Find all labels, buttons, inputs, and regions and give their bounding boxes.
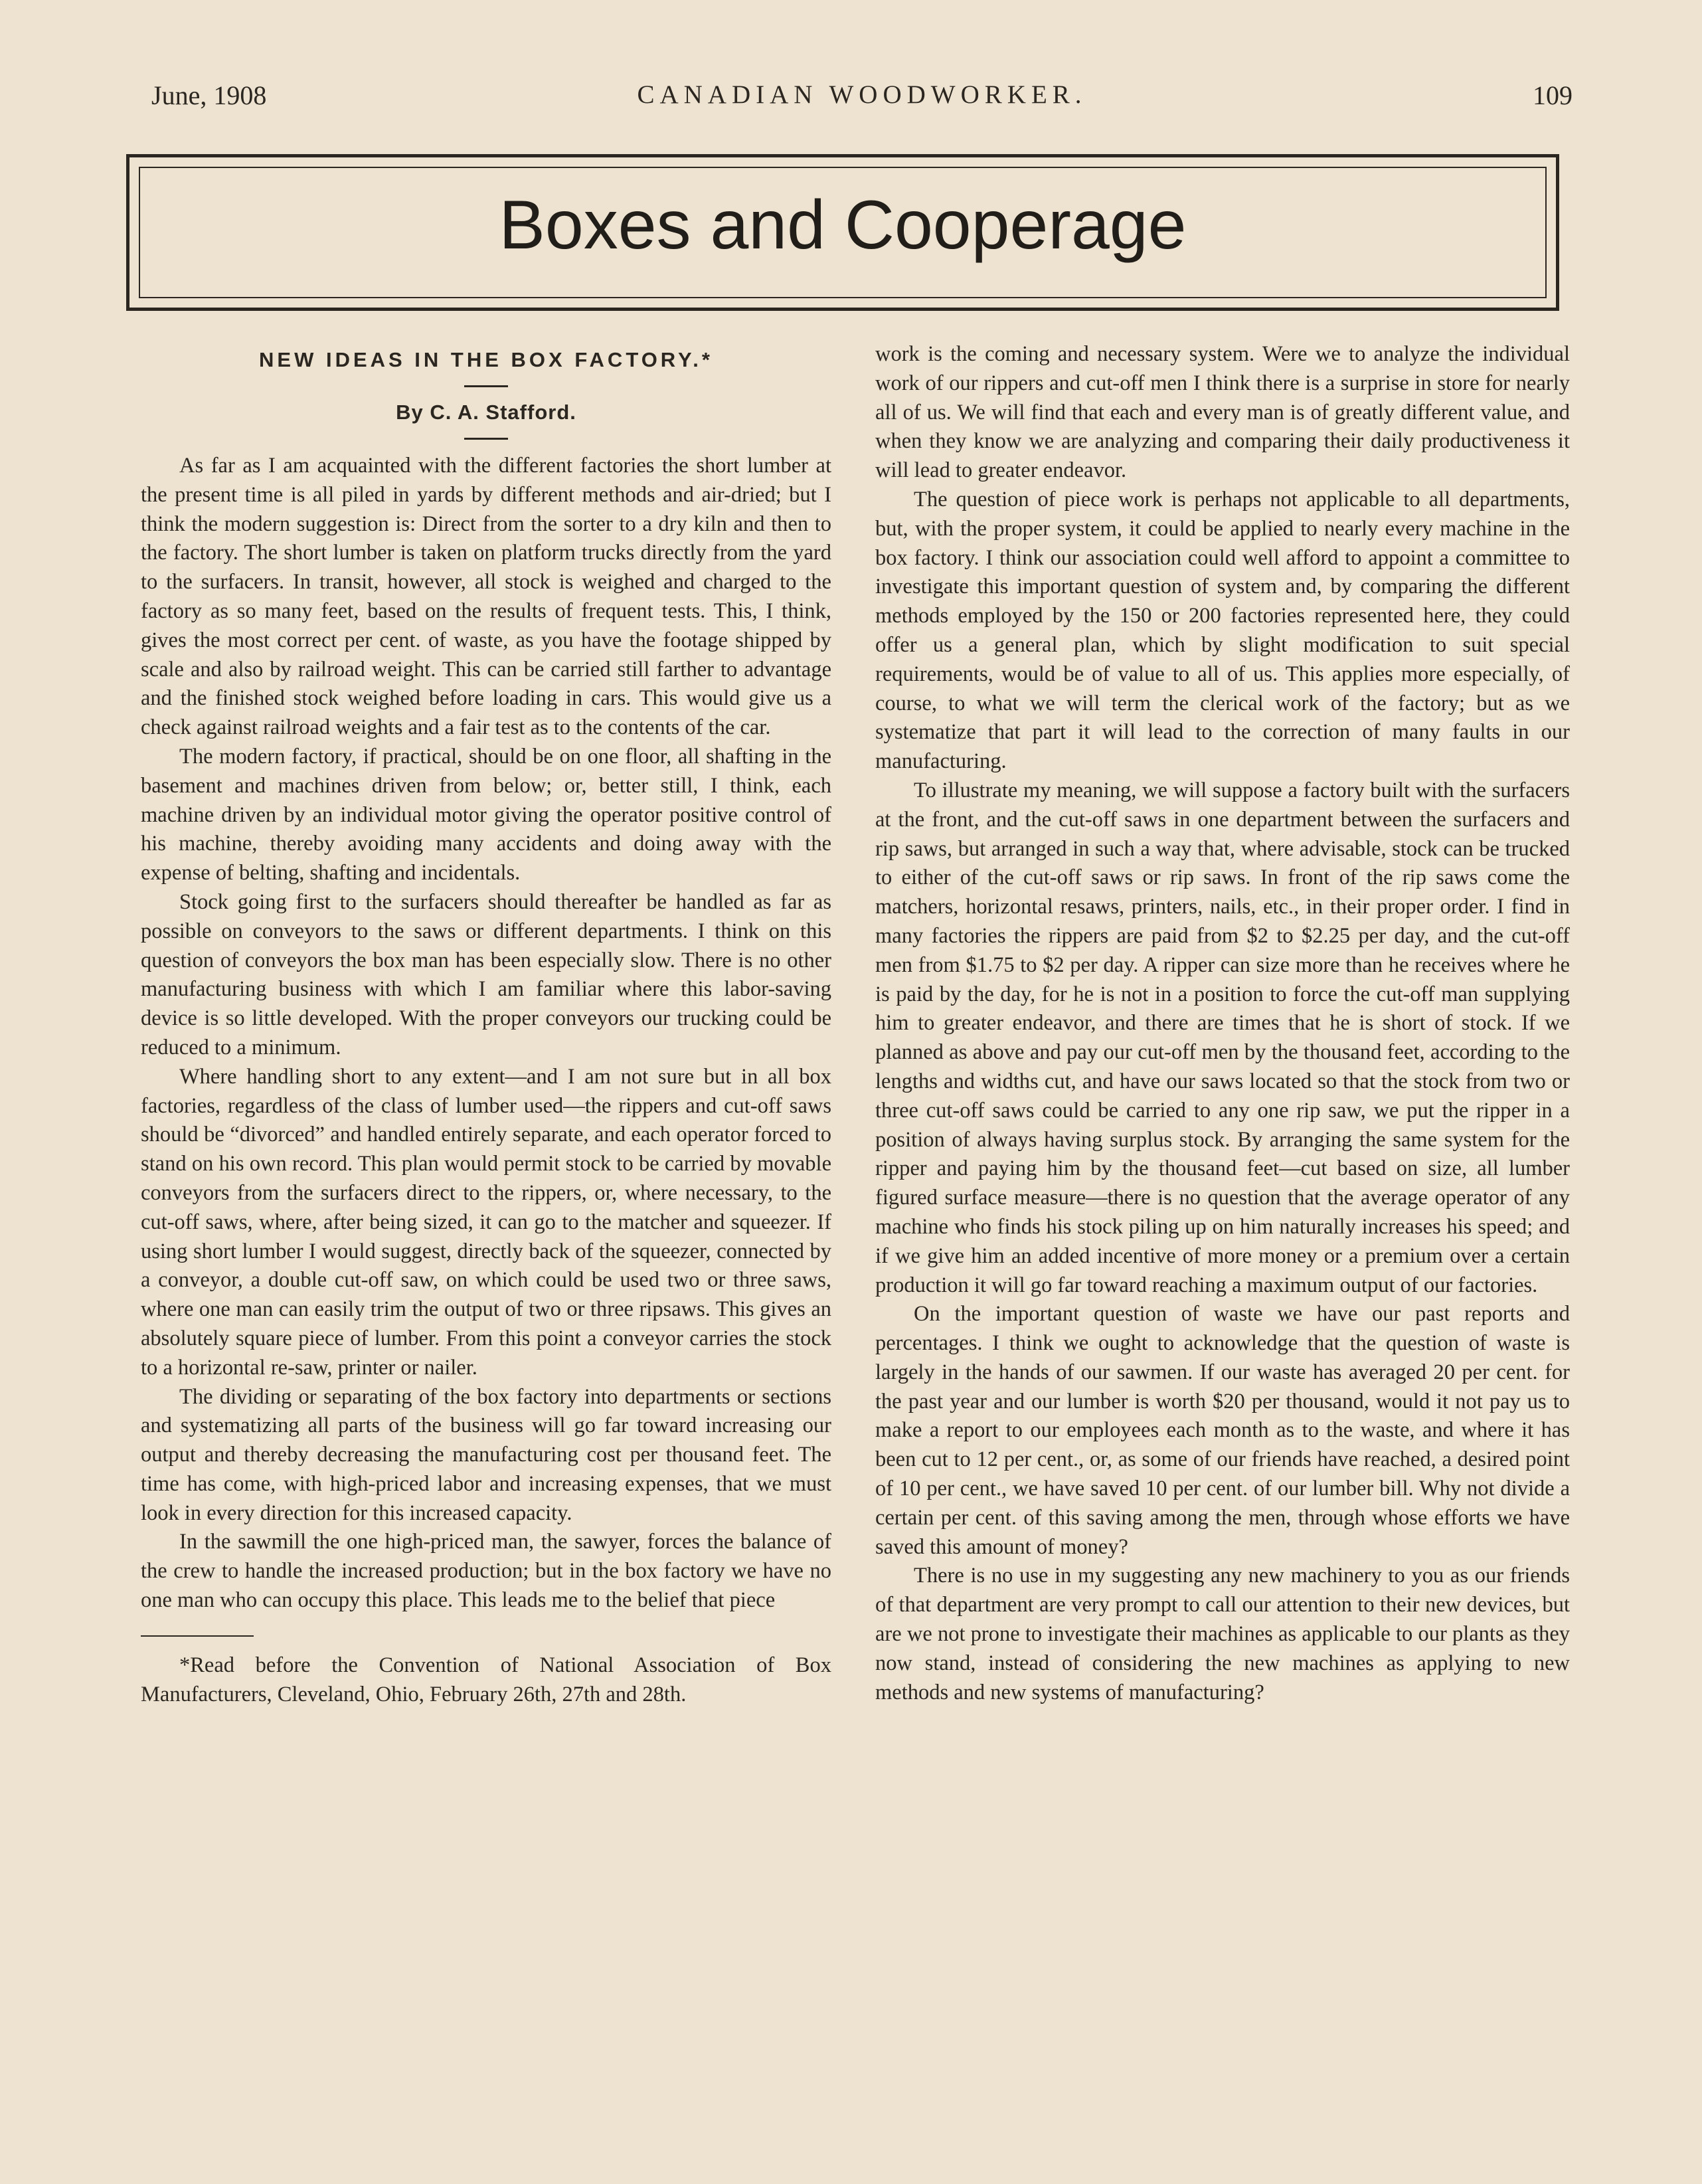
issue-date: June, 1908 (151, 80, 267, 110)
journal-title: CANADIAN WOODWORKER. (637, 80, 1087, 109)
paragraph: On the important question of waste we have our past reports and percentages. I think we ought to acknowledge that the question of waste is largely in the hands of our sawmen. If our waste has averaged 20 per cent. for the past year and our lumber is worth $20 per thousand, would it not pay us to make a report to our employees each month as to the waste, and where it has been cut to 12 per cent., or, as some of our friends have reached, a desired point of 10 per cent., we have saved 10 per cent. of our lumber bill. Why not divide a certain per cent. of this saving among the men, through whose efforts we have saved this amount of money? (875, 1302, 1570, 1559)
paragraph: Stock going first to the surfacers should thereafter be handled as far as possible on conveyors to the saws or different departments. I think on this question of conveyors the box man has been especially slow. There is no other manufacturing business with which I am familiar where this labor-saving device is so little developed. With the proper conveyors our trucking could be reduced to a minimum. (141, 889, 831, 1059)
paragraph: Where handling short to any extent—and I am not sure but in all box factories, regardless of the class of lumber used—the rippers and cut-off saws should be “divorced” and handled entirely separate, and each operator forced to stand on his own record. This plan would permit stock to be carried by movable conveyors from the surfacers direct to the rippers, or, where necessary, to the cut-off saws, where, after being sized, it can go to the matcher and squeezer. If using short lumber I would suggest, directly back of the squeezer, connected by a conveyor, a double cut-off saw, on which could be used two or three saws, where one man can easily trim the output of two or three ripsaws. This gives an absolutely square piece of lumber. From this point a conveyor carries the stock to a horizontal re-saw, printer or nailer. (141, 1064, 831, 1380)
footnote-rule (141, 1635, 254, 1637)
paragraph: The modern factory, if practical, should be on one floor, all shafting in the basement and machines driven from below; or, better still, I think, each machine driven by an individual motor giving the operator positive control of his machine, thereby avoiding many accidents and doing away with the expense of belting, shafting and incidentals. (141, 744, 831, 885)
left-column (141, 340, 831, 1709)
paragraph: As far as I am acquainted with the different factories the short lumber at the present time is all piled in yards by different methods and air-dried; but I think the modern suggestion is: Direct from the sorter to a dry kiln and then to the factory. The short lumber is taken on platform trucks directly from the yard to the surfacers. In transit, however, all stock is weighed and charged to the factory as so many feet, based on the results of frequent tests. This, I think, gives the most correct per cent. of waste, as you have the footage shipped by scale and also by railroad weight. This can be carried still farther to advantage and the finished stock weighed before loading in cars. This would give us a check against railroad weights and a fair test as to the contents of the car. (141, 454, 831, 740)
paragraph: There is no use in my suggesting any new machinery to you as our friends of that department are very prompt to call our attention to their new devices, but are we not prone to investigate their machines as applicable to our plants as they now stand, instead of considering the new machines as applying to new methods and new systems of manufacturing? (875, 1564, 1570, 1704)
article-title: NEW IDEAS IN THE BOX FACTORY.* (259, 348, 713, 371)
paragraph: work is the coming and necessary system. Were we to analyze the individual work of our rippers and cut-off men I think there is a surprise in store for nearly all of us. We will find that each and every man is of greatly different value, and when they know we are analyzing and comparing their daily productiveness it will lead to greater endeavor. (875, 342, 1570, 483)
paragraph: To illustrate my meaning, we will suppose a factory built with the surfacers at the front, and the cut-off saws in one department between the surfacers and rip saws, but arranged in such a way that, where advisable, stock can be trucked to either of the cut-off saws or rip saws. In front of the rip saws come the matchers, horizontal resaws, printers, nails, etc., in their proper order. I find in many factories the rippers are paid from $2 to $2.25 per day, and the cut-off men from $1.75 to $2 per day. A ripper can size more than he receives where he is paid by the day, for he is not in a position to force the cut-off man supplying him to greater endeavor, and there are times that he is short of stock. If we planned as above and pay our cut-off men by the thousand feet, according to the lengths and widths cut, and have our saws located so that the stock from two or three cut-off saws could be carried to any one rip saw, we put the ripper in a position of always having surplus stock. By arranging the same system for the ripper and paying him by the thousand feet—cut based on size, all lumber figured surface measure—there is no question that the average operator of any machine who finds his stock piling up on him naturally increases his speed; and if we give him an added incentive of more money or a premium over a certain production it will go far toward reaching a maximum output of our factories. (875, 778, 1570, 1297)
paragraph: The dividing or separating of the box factory into departments or sections and systematizing all parts of the business will go far toward increasing our output and thereby decreasing the manufacturing cost per thousand feet. The time has come, with high-priced labor and increasing expenses, that we must look in every direction for this increased capacity. (141, 1384, 831, 1525)
footnote: *Read before the Convention of National Association of Box Manufacturers, Cleveland, Ohio, February 26th, 27th and 28th. (141, 1653, 831, 1706)
title-divider (464, 385, 508, 387)
running-head (151, 80, 1573, 120)
section-title-box (126, 154, 1559, 311)
section-title: Boxes and Cooperage (499, 187, 1187, 264)
right-column (875, 340, 1570, 1707)
article-byline: By C. A. Stafford. (396, 401, 576, 424)
paragraph: In the sawmill the one high-priced man, the sawyer, forces the balance of the crew to handle the increased production; but in the box factory we have no one man who can occupy this place. This leads me to the belief that piece (141, 1530, 831, 1613)
byline-divider (464, 438, 508, 440)
paragraph: The question of piece work is perhaps not applicable to all departments, but, with the proper system, it could be applied to nearly every machine in the box factory. I think our association could well afford to appoint a committee to investigate this important question of system and, by comparing the different methods employed by the 150 or 200 factories represented here, they could offer us a general plan, which by slight modification to suit special requirements, would be of value to all of us. This applies more especially, of course, to what we will term the clerical work of the factory; but as we systematize that part it will lead to the correction of many faults in our manufacturing. (875, 487, 1570, 774)
page-number: 109 (1533, 80, 1573, 110)
